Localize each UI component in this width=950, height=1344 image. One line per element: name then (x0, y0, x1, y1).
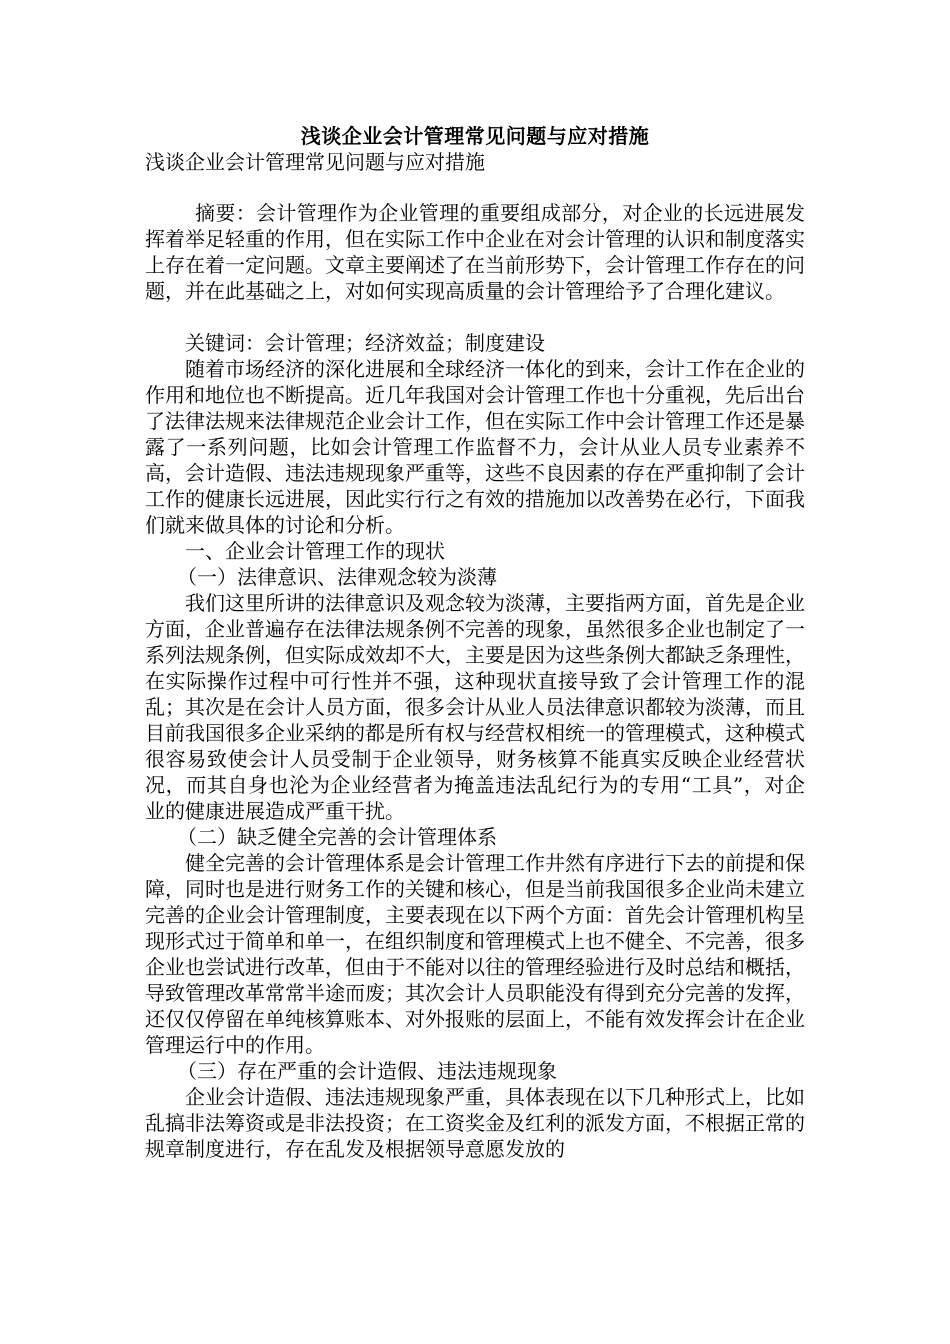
subsection-paragraph-1: 我们这里所讲的法律意识及观念较为淡薄，主要指两方面，首先是企业方面，企业普遍存在法律法规条例不完善的现象，虽然很多企业也制定了一系列法规条例，但实际成效却不大，主要是因为这些条例大都缺乏条理性，在实际操作过程中可行性并不强，这种现状直接导致了会计管理工作的混乱；其次是在会计人员方面，很多会计从业人员法律意识都较为淡薄，而且目前我国很多企业采纳的都是所有权与经营权相统一的管理模式，这种模式很容易致使会计人员受制于企业领导，财务核算不能真实反映企业经营状况，而其自身也沦为企业经营者为掩盖违法乱纪行为的专用“工具”，对企业的健康进展造成严重干扰。 (145, 591, 805, 823)
document-subtitle: 浅谈企业会计管理常见问题与应对措施 (145, 150, 485, 174)
subsection-heading-3: （三）存在严重的会计造假、违法违规现象 (177, 1059, 557, 1083)
document-title: 浅谈企业会计管理常见问题与应对措施 (300, 124, 650, 148)
subsection-paragraph-3: 企业会计造假、违法违规现象严重，具体表现在以下几种形式上，比如乱搞非法筹资或是非法投资；在工资奖金及红利的派发方面，不根据正常的规章制度进行，存在乱发及根据领导意愿发放的 (145, 1085, 805, 1161)
abstract-paragraph: 摘要：会计管理作为企业管理的重要组成部分，对企业的长远进展发挥着举足轻重的作用，但在实际工作中企业在对会计管理的认识和制度落实上存在着一定问题。文章主要阐述了在当前形势下，会计管理工作存在的问题，并在此基础之上，对如何实现高质量的会计管理给予了合理化建议。 (145, 201, 805, 303)
intro-paragraph: 随着市场经济的深化进展和全球经济一体化的到来，会计工作在企业的作用和地位也不断提高。近几年我国对会计管理工作也十分重视，先后出台了法律法规来法律规范企业会计工作，但在实际工作中会计管理工作还是暴露了一系列问题，比如会计管理工作监督不力，会计从业人员专业素养不高，会计造假、违法违规现象严重等，这些不良因素的存在严重抑制了会计工作的健康长远进展，因此实行行之有效的措施加以改善势在必行，下面我们就来做具体的讨论和分析。 (145, 357, 805, 537)
subsection-heading-2: （二）缺乏健全完善的会计管理体系 (177, 825, 497, 849)
subsection-heading-1: （一）法律意识、法律观念较为淡薄 (177, 565, 497, 589)
subsection-paragraph-2: 健全完善的会计管理体系是会计管理工作井然有序进行下去的前提和保障，同时也是进行财务工作的关键和核心，但是当前我国很多企业尚未建立完善的企业会计管理制度，主要表现在以下两个方面：首先会计管理机构呈现形式过于简单和单一，在组织制度和管理模式上也不健全、不完善，很多企业也尝试进行改革，但由于不能对以往的管理经验进行及时总结和概括，导致管理改革常常半途而废；其次会计人员职能没有得到充分完善的发挥，还仅仅停留在单纯核算账本、对外报账的层面上，不能有效发挥会计在企业管理运行中的作用。 (145, 851, 805, 1057)
keywords-paragraph: 关键词：会计管理；经济效益；制度建设 (185, 331, 545, 355)
section-heading: 一、企业会计管理工作的现状 (185, 539, 445, 563)
document-body (145, 200, 805, 1162)
